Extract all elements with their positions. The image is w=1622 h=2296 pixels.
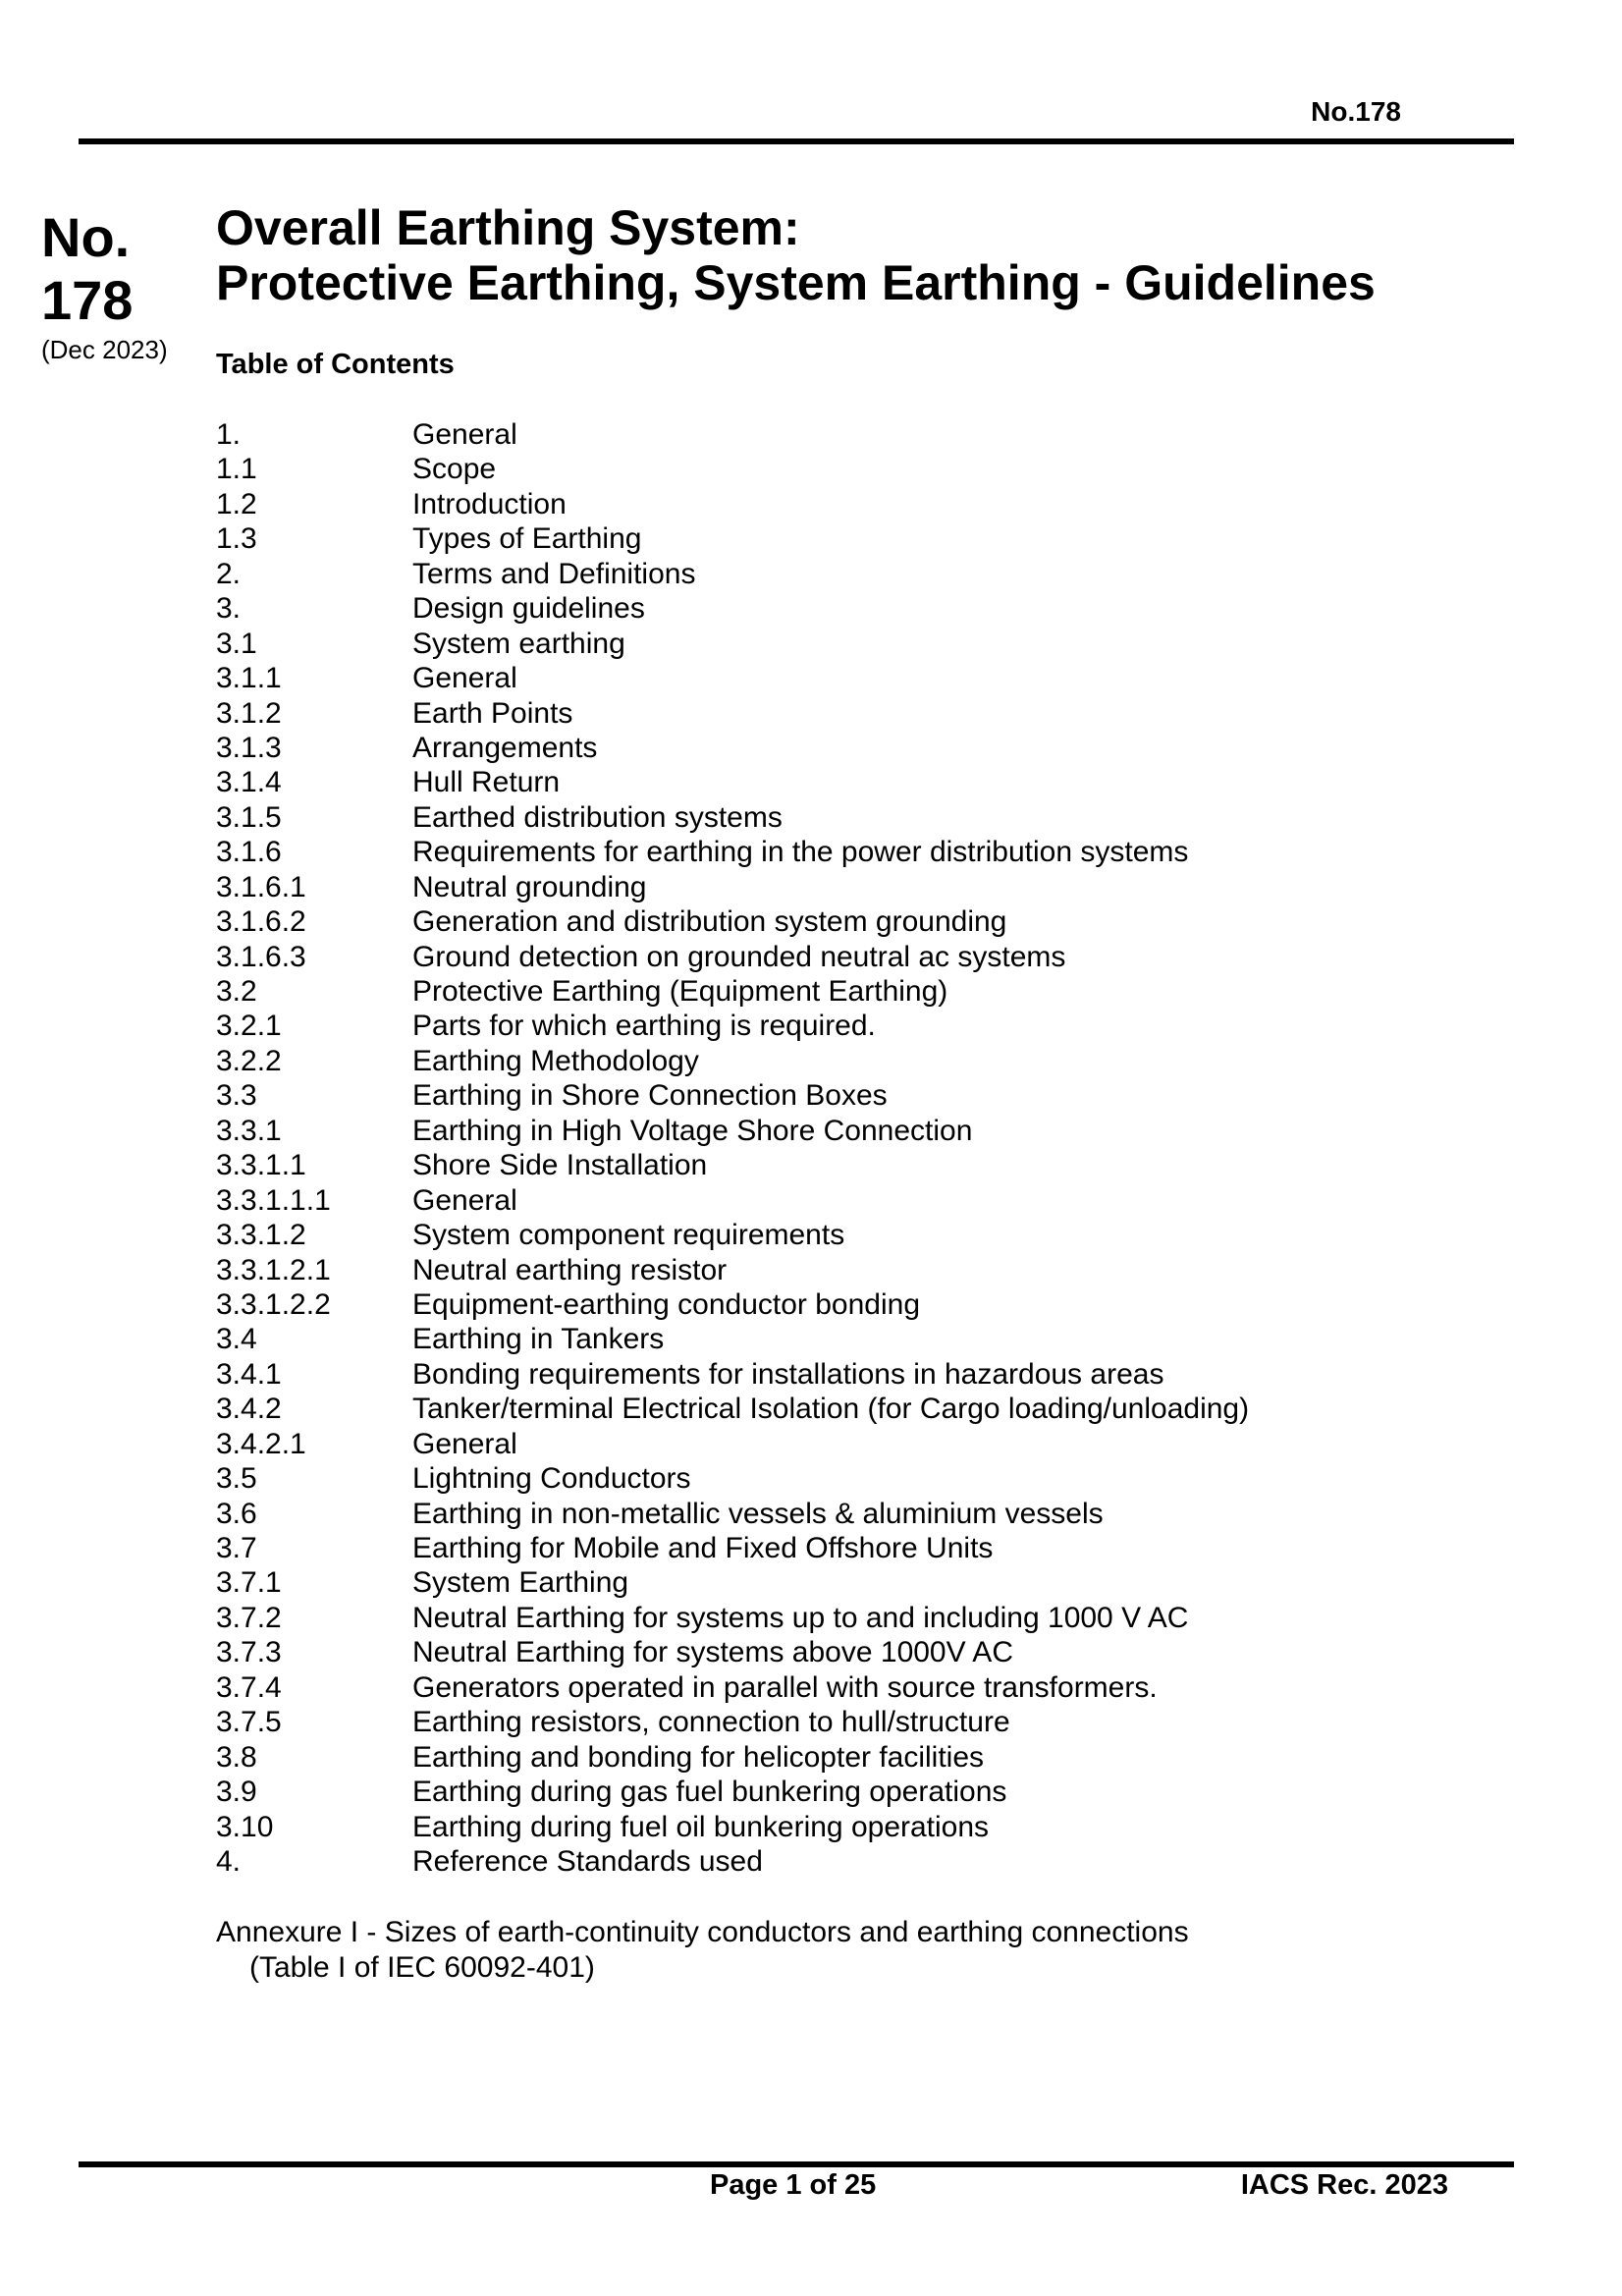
toc-item-number: 3.7.5 [216,1706,282,1739]
toc-item-number: 1.1 [216,453,257,486]
toc-item-number: 3.2 [216,975,257,1008]
toc-item-number: 1.3 [216,522,257,556]
toc-item-label: Lightning Conductors [412,1462,691,1496]
title-line-1: Overall Earthing System: [216,200,800,255]
toc-item-number: 3.2.2 [216,1044,282,1077]
toc-item-label: Earthing for Mobile and Fixed Offshore Units [412,1532,994,1564]
toc-item-number: 3.3.1.1 [216,1149,306,1182]
toc-item-label: Generation and distribution system grounding [412,905,1007,939]
toc-item-label: Scope [412,453,497,486]
toc-item-label: Earthing Methodology [412,1044,699,1077]
annex-line-2: (Table I of IEC 60092-401) [249,1951,595,1984]
toc-item-number: 3.7.1 [216,1566,282,1600]
toc-item-number: 3.5 [216,1462,257,1496]
toc-item-number: 3.4.2.1 [216,1427,306,1460]
toc-item-number: 3.10 [216,1810,274,1843]
toc-item-label: Neutral Earthing for systems up to and including 1000 V AC [412,1601,1189,1634]
toc-item-number: 3.7.3 [216,1636,282,1669]
toc-item-number: 3.7.2 [216,1601,282,1634]
sidebar-number: 178 [41,269,134,331]
toc-item-number: 3.1.6 [216,836,282,869]
toc-item-label: Earthing in non-metallic vessels & aluminium vessels [412,1497,1104,1530]
toc-item-number: 3.4 [216,1323,257,1356]
title-line-2: Protective Earthing, System Earthing - Guidelines [216,255,1376,310]
toc-item-label: Design guidelines [412,592,645,626]
toc-item-number: 3.6 [216,1497,257,1530]
toc-item-label: General [412,1427,517,1460]
toc-item-label: Types of Earthing [412,522,642,556]
toc-item-number: 4. [216,1844,242,1878]
toc-item-label: Arrangements [412,731,598,764]
toc-item-label: Introduction [412,487,567,520]
toc-item-label: Neutral Earthing for systems above 1000V AC [412,1636,1013,1669]
toc-item-label: Neutral earthing resistor [412,1253,728,1286]
toc-item-number: 3.3.1.2.2 [216,1287,331,1321]
toc-item-label: Earth Points [412,696,573,730]
toc-item-number: 3.4.2 [216,1393,282,1426]
toc-item-label: Earthing in High Voltage Shore Connection [412,1114,973,1147]
sidebar-date: (Dec 2023) [41,335,168,364]
toc-item-number: 3.9 [216,1776,257,1809]
toc-item-label: Terms and Definitions [412,557,696,590]
toc-item-label: Tanker/terminal Electrical Isolation (for Cargo loading/unloading) [412,1393,1250,1426]
toc-item-number: 3.7 [216,1532,257,1564]
header-rule [79,138,1514,144]
toc-item-label: Earthing resistors, connection to hull/structure [412,1706,1010,1739]
toc-item-number: 1. [216,418,242,451]
toc-item-number: 3.1.3 [216,731,282,764]
toc-item-number: 3.1.6.2 [216,905,306,939]
toc-item-label: Earthing during gas fuel bunkering operations [412,1776,1007,1809]
toc-item-label: Hull Return [412,766,561,799]
toc-item-number: 3.7.4 [216,1670,282,1704]
toc-item-number: 3.1.6.3 [216,940,306,973]
toc-item-number: 3.3 [216,1079,257,1113]
toc-item-number: 3.1.5 [216,800,282,834]
toc-item-label: Neutral grounding [412,870,647,903]
toc-item-number: 3.4.1 [216,1357,282,1391]
footer-rec: IACS Rec. 2023 [1240,2169,1448,2201]
toc-item-label: General [412,662,517,695]
toc-item-number: 3.3.1 [216,1114,282,1147]
annex-entry [216,1915,1189,1986]
toc-item-label: System Earthing [412,1566,629,1600]
header-doc-number: No.178 [1311,96,1401,127]
toc-item-number: 3.2.1 [216,1010,282,1043]
toc-item-label: Equipment-earthing conductor bonding [412,1287,921,1321]
toc-item-label: Earthing in Tankers [412,1323,665,1356]
page-title [216,200,1376,310]
toc-item-label: Earthed distribution systems [412,800,783,834]
sidebar-no-label: No. [41,206,131,268]
toc-item-label: Earthing during fuel oil bunkering operations [412,1810,990,1843]
toc-item-number: 3.1.1 [216,662,282,695]
toc-item-label: Earthing in Shore Connection Boxes [412,1079,888,1113]
toc-item-label: General [412,1183,517,1217]
toc-item-number: 1.2 [216,487,257,520]
toc-item-label: Requirements for earthing in the power distribution systems [412,836,1189,869]
toc-item-number: 3.1 [216,627,257,660]
toc-item-number: 3.3.1.1.1 [216,1183,331,1217]
toc-item-label: Bonding requirements for installations in hazardous areas [412,1357,1164,1391]
footer-page-number: Page 1 of 25 [710,2169,877,2201]
toc-item-number: 3.8 [216,1740,257,1774]
toc-item-number: 3.3.1.2 [216,1219,306,1252]
toc-item-label: Reference Standards used [412,1844,763,1878]
toc-heading: Table of Contents [216,349,455,380]
sidebar [41,206,168,365]
footer-rule [79,2161,1514,2167]
toc-item-label: System earthing [412,627,625,660]
toc-item-number: 3.1.6.1 [216,870,306,903]
toc-item-number: 3.3.1.2.1 [216,1253,331,1286]
toc-item-number: 3.1.4 [216,766,282,799]
toc-item-label: Generators operated in parallel with source transformers. [412,1670,1158,1704]
annex-line-1: Annexure I - Sizes of earth-continuity conductors and earthing connections [216,1916,1189,1948]
toc-item-label: Ground detection on grounded neutral ac systems [412,940,1066,973]
toc-item-label: System component requirements [412,1219,845,1252]
toc-item-label: Parts for which earthing is required. [412,1010,876,1043]
toc-item-number: 3. [216,592,242,626]
toc-item-number: 3.1.2 [216,696,282,730]
toc-item-label: Shore Side Installation [412,1149,708,1182]
toc-item-label: Protective Earthing (Equipment Earthing) [412,975,948,1008]
toc-item-label: Earthing and bonding for helicopter facilities [412,1740,985,1774]
toc-item-label: General [412,418,517,451]
toc-item-number: 2. [216,557,242,590]
